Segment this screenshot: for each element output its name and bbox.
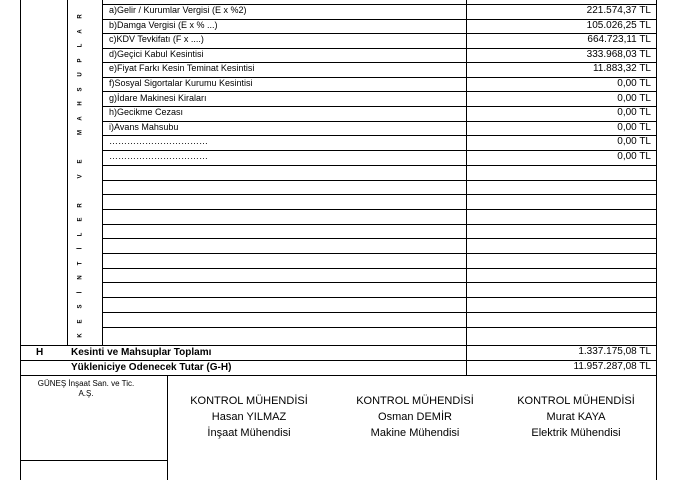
deduction-label: ……………………………	[109, 136, 208, 147]
vertical-letter: V	[77, 174, 84, 179]
deduction-label: ……………………………	[109, 151, 208, 161]
vertical-letter: İ	[77, 291, 84, 293]
vertical-letter: L	[77, 43, 84, 48]
deduction-label: g)İdare Makinesi Kiraları	[109, 92, 207, 103]
vertical-letter: E	[77, 319, 84, 324]
signatory-block	[501, 393, 651, 441]
deduction-amount: 11.883,32 TL	[592, 63, 651, 75]
deduction-amount: 0,00 TL	[617, 78, 651, 89]
deduction-label: f)Sosyal Sigortalar Kurumu Kesintisi	[109, 78, 253, 88]
vertical-letter: R	[77, 14, 84, 19]
row-line	[102, 268, 657, 269]
vertical-letter: P	[77, 58, 84, 63]
row-line	[102, 253, 657, 254]
deduction-label: b)Damga Vergisi (E x % ...)	[109, 19, 218, 30]
border-right	[656, 0, 657, 480]
signatory-name: Osman DEMİR	[378, 411, 452, 423]
deduction-amount: 333.968,03 TL	[586, 48, 651, 60]
total-code: H	[36, 347, 44, 358]
deduction-label: d)Geçici Kabul Kesintisi	[109, 48, 204, 59]
deduction-label: c)KDV Tevkifatı (F x ....)	[109, 34, 204, 45]
signatory-title: Elektrik Mühendisi	[531, 427, 621, 439]
deduction-amount: 0,00 TL	[617, 92, 651, 104]
deduction-label: i)Avans Mahsubu	[109, 121, 179, 132]
total-label: Kesinti ve Mahsuplar Toplamı	[71, 347, 212, 358]
vertical-letter: A	[77, 115, 84, 121]
row-line	[102, 312, 657, 313]
vertical-section-label	[74, 0, 88, 345]
payable-label: Yükleniciye Odenecek Tutar (G-H)	[71, 362, 232, 373]
vertical-letter: A	[77, 28, 84, 34]
deduction-amount: 0,00 TL	[617, 151, 651, 162]
signatory-role: KONTROL MÜHENDİSİ	[190, 395, 308, 407]
signatory-title: Makine Mühendisi	[370, 427, 460, 439]
row-line	[102, 194, 657, 195]
signatory-role: KONTROL MÜHENDİSİ	[356, 395, 474, 407]
line-total-top	[20, 345, 657, 346]
divider-amount	[466, 0, 467, 375]
row-line	[102, 282, 657, 283]
vertical-letter: N	[77, 275, 84, 280]
signatory-name: Murat KAYA	[546, 411, 606, 423]
signatory-block	[174, 393, 324, 441]
vertical-letter: S	[77, 304, 84, 309]
row-line	[102, 106, 657, 107]
row-line	[102, 297, 657, 298]
payable-amount: 11.957.287,08 TL	[573, 361, 651, 372]
vertical-letter: S	[77, 87, 84, 92]
deduction-label: h)Gecikme Cezası	[109, 107, 184, 118]
row-line	[102, 224, 657, 225]
vertical-letter: M	[77, 130, 84, 135]
contractor-name: GÜNEŞ İnşaat San. ve Tic.	[37, 379, 135, 388]
total-amount: 1.337.175,08 TL	[578, 346, 651, 357]
deduction-amount: 105.026,25 TL	[586, 19, 651, 31]
border-left	[20, 0, 21, 480]
vertical-letter: R	[77, 202, 84, 208]
row-line	[102, 121, 657, 122]
vertical-letter: T	[77, 261, 84, 265]
row-line	[102, 238, 657, 239]
signatory-title: İnşaat Mühendisi	[207, 427, 291, 439]
vertical-letter: E	[77, 159, 84, 164]
row-line	[102, 209, 657, 210]
deduction-amount: 0,00 TL	[617, 136, 651, 148]
line-contractor-bottom	[20, 460, 168, 461]
vertical-letter: L	[77, 232, 84, 236]
row-line	[102, 180, 657, 181]
signatory-name: Hasan YILMAZ	[211, 411, 287, 423]
contractor-suffix: A.Ş.	[78, 389, 94, 398]
line-payable-top	[20, 360, 657, 361]
signatory-block	[340, 393, 490, 441]
deduction-amount: 664.723,11 TL	[587, 34, 651, 46]
row-line	[102, 327, 657, 328]
row-line	[102, 165, 657, 166]
line-signature-top	[20, 375, 657, 376]
vertical-letter: U	[77, 72, 84, 77]
divider-signature	[167, 375, 168, 480]
divider-label	[102, 0, 103, 345]
vertical-letter: İ	[77, 247, 84, 250]
divider-code	[67, 0, 68, 345]
signatory-role: KONTROL MÜHENDİSİ	[517, 395, 635, 407]
deduction-label: a)Gelir / Kurumlar Vergisi (E x %2)	[109, 5, 247, 15]
deduction-amount: 0,00 TL	[617, 121, 651, 133]
vertical-letter: E	[77, 217, 84, 222]
deduction-amount: 0,00 TL	[617, 107, 651, 119]
deduction-amount: 221.574,37 TL	[586, 5, 651, 16]
vertical-letter: H	[77, 101, 84, 106]
deduction-label: e)Fiyat Farkı Kesin Teminat Kesintisi	[109, 63, 255, 74]
vertical-letter: K	[77, 333, 84, 338]
